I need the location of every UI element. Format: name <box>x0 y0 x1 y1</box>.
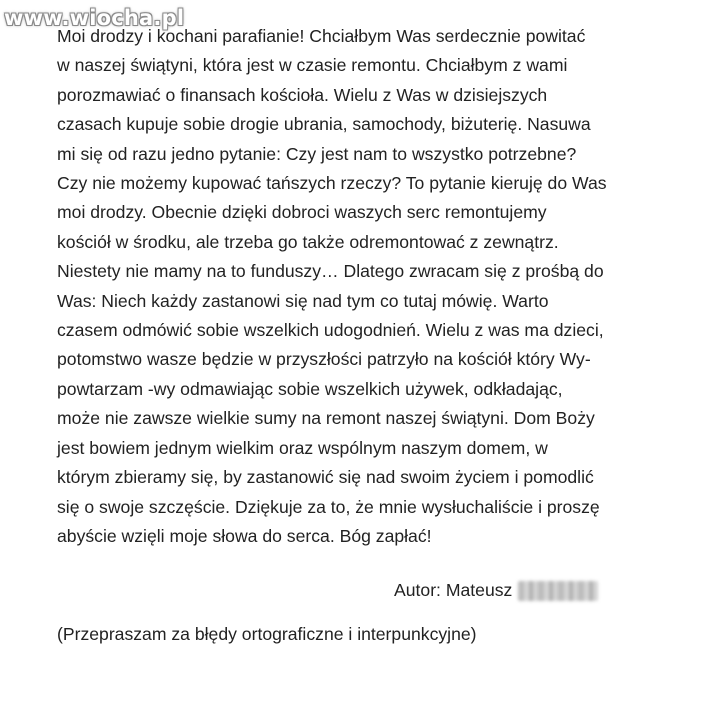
letter-line: mi się od razu jedno pytanie: Czy jest nam to wszystko potrzebne? <box>57 143 577 164</box>
letter-line: Moi drodzy i kochani parafianie! Chciałbym Was serdecznie powitać <box>57 26 586 46</box>
letter-line: moi drodzy. Obecnie dzięki dobroci waszych serc remontujemy <box>57 202 547 223</box>
watermark-logo: www.wiocha.pl <box>4 6 185 30</box>
letter-line: potomstwo wasze będzie w przyszłości patrzyło na kościół który Wy- <box>57 349 591 370</box>
author-label: Autor: Mateusz <box>394 580 513 600</box>
blurred-surname <box>518 581 598 601</box>
letter-line: Was: Niech każdy zastanowi się nad tym co tutaj mówię. Warto <box>57 290 549 311</box>
letter-line: porozmawiać o finansach kościoła. Wielu z Was w dzisiejszych <box>57 84 548 105</box>
letter-line: się o swoje szczęście. Dziękuje za to, że mnie wysłuchaliście i proszę <box>57 496 600 517</box>
letter-line: czasem odmówić sobie wszelkich udogodnień. Wielu z was ma dzieci, <box>57 320 604 341</box>
letter-line: czasach kupuje sobie drogie ubrania, samochody, biżuterię. Nasuwa <box>57 114 591 135</box>
footnote: (Przepraszam za błędy ortograficzne i interpunkcyjne) <box>57 624 477 644</box>
letter-line: może nie zawsze wielkie sumy na remont naszej świątyni. Dom Boży <box>57 408 595 429</box>
letter-line: Czy nie możemy kupować tańszych rzeczy? To pytanie kieruję do Was <box>57 173 607 194</box>
letter-body <box>57 22 697 551</box>
letter-line: jest bowiem jednym wielkim oraz wspólnym naszym domem, w <box>57 437 548 458</box>
letter-line: którym zbieramy się, by zastanowić się nad swoim życiem i pomodlić <box>57 467 594 488</box>
letter-line: Niestety nie mamy na to funduszy… Dlatego zwracam się z prośbą do <box>57 261 604 282</box>
letter-line: powtarzam -wy odmawiając sobie wszelkich używek, odkładając, <box>57 378 563 399</box>
letter-line: kościół w środku, ale trzeba go także odremontować z zewnątrz. <box>57 231 559 252</box>
letter-line: abyście wzięli moje słowa do serca. Bóg zapłać! <box>57 525 432 546</box>
author-signature <box>394 576 598 605</box>
letter-line: w naszej świątyni, która jest w czasie remontu. Chciałbym z wami <box>57 55 568 76</box>
